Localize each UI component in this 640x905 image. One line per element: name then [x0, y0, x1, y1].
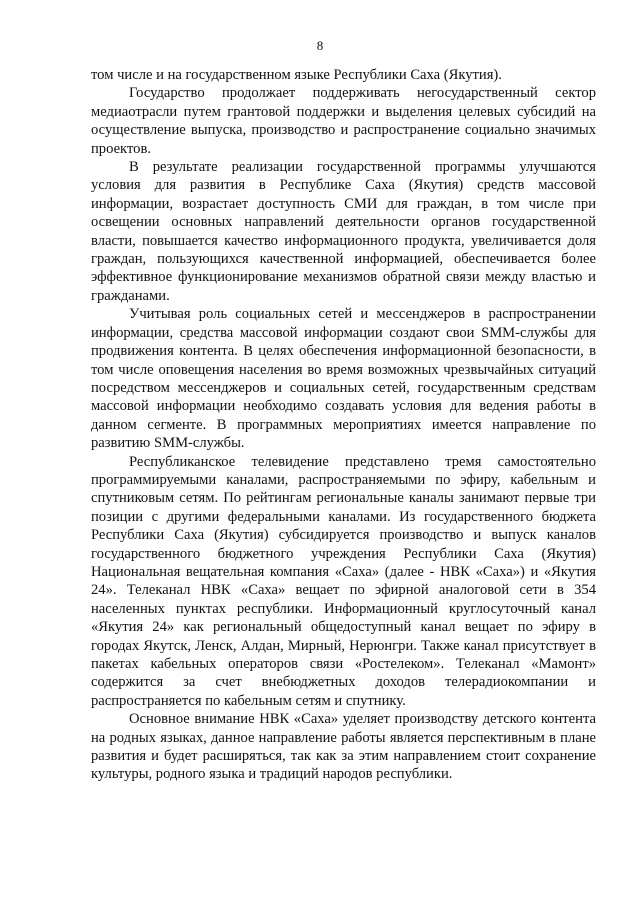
paragraph-state-support: Государство продолжает поддерживать негосударственный сектор медиаотрасли путем грантовой поддержки и выделения целевых субсидий на осуществление выпуска, производство и распространение социально значимых проектов.: [91, 85, 596, 157]
paragraph-children-content: Основное внимание НВК «Саха» уделяет производству детского контента на родных языках, данное направление работы является перспективным в плане развития и будет расширяться, так как за этим направлением стоит сохранение культуры, родного языка и традиций народов республики.: [91, 711, 596, 783]
document-body: [91, 66, 596, 784]
paragraph-program-results: В результате реализации государственной программы улучшаются условия для развития в Республике Саха (Якутия) средств массовой информации, возрастает доступность СМИ для граждан, в том числе при освещении основных направлений деятельности органов государственной власти, повышается качество информационного продукта, увеличивается доля граждан, пользующихся качественной информацией, обеспечивается более эффективное функционирование механизмов обратной связи между властью и гражданами.: [91, 159, 596, 304]
paragraph-republican-tv: Республиканское телевидение представлено тремя самостоятельно программируемыми каналами, распространяемыми по эфиру, кабельным и спутниковым сетям. По рейтингам региональные каналы занимают первые три позиции с другими федеральными каналами. Из государственного бюджета Республики Саха (Якутия) субсидируется производство и выпуск каналов государственного бюджетного учреждения Республики Саха (Якутия) Национальная вещательная компания «Саха» (далее - НВК «Саха») и «Якутия 24». Телеканал НВК «Саха» вещает по эфирной аналоговой сети в 354 населенных пунктах республики. Информационный круглосуточный канал «Якутия 24» как региональный общедоступный канал вещает по эфиру в городах Якутск, Ленск, Алдан, Мирный, Нерюнгри. Также канал присутствует в пакетах кабельных операторов связи «Ростелеком». Телеканал «Мамонт» содержится за счет внебюджетных доходов телерадиокомпании и распространяется по кабельным сетям и спутнику.: [91, 453, 596, 709]
paragraph-continuation: том числе и на государственном языке Республики Саха (Якутия).: [91, 67, 502, 83]
paragraph-social-networks: Учитывая роль социальных сетей и мессенджеров в распространении информации, средства массовой информации создают свои SMM-службы для продвижения контента. В целях обеспечения информационной безопасности, в том числе оповещения населения во время возможных чрезвычайных ситуаций посредством мессенджеров и социальных сетей, государственным средствам массовой информации необходимо создавать условия для ведения работы в данном сегменте. В программных мероприятиях имеется направление по развитию SMM-службы.: [91, 306, 596, 452]
page-number: 8: [316, 38, 324, 53]
